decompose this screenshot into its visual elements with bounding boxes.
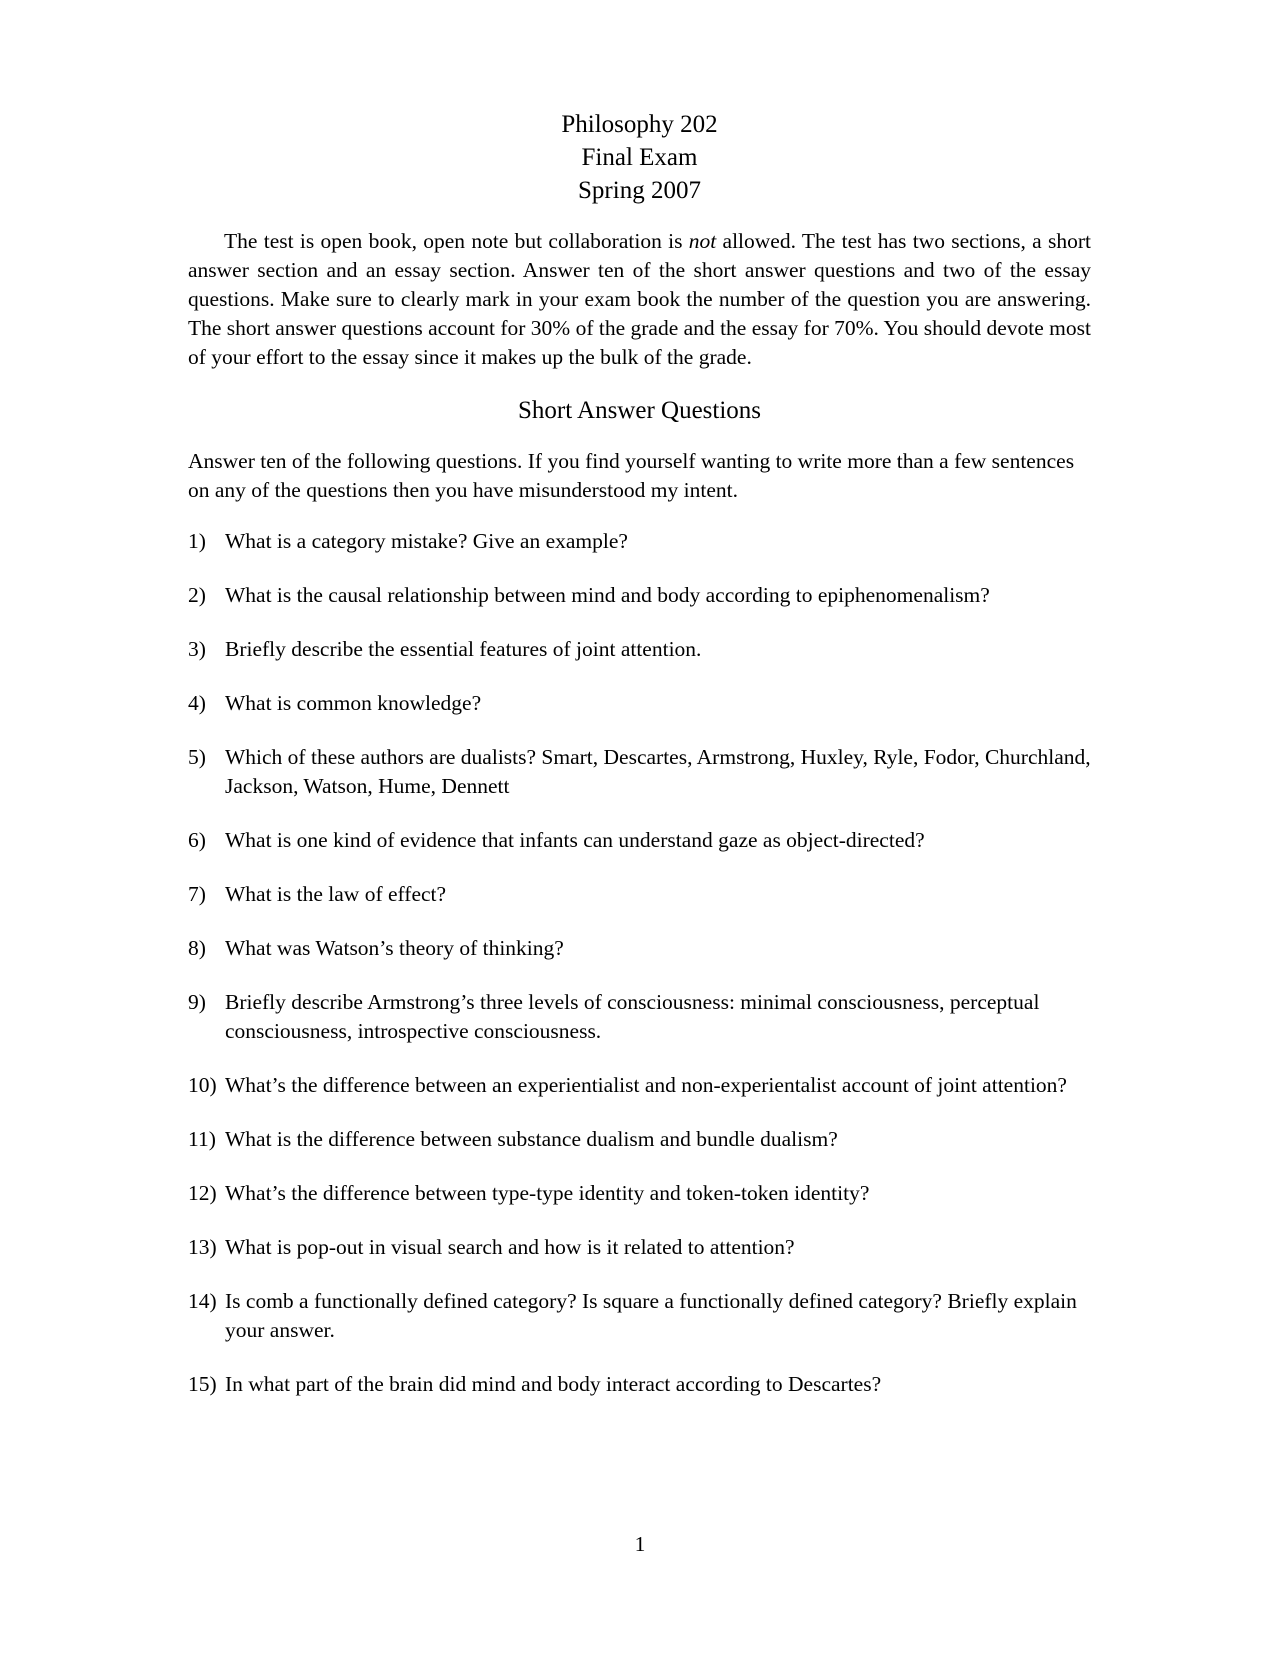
intro-text-part1: The test is open book, open note but collaboration is [224,229,689,253]
question-text: In what part of the brain did mind and body interact according to Descartes? [225,1372,882,1396]
question-number: 10) [188,1073,217,1097]
question-text: What is the difference between substance dualism and bundle dualism? [225,1127,838,1151]
intro-emphasis: not [688,229,717,253]
question-number: 5) [188,745,206,769]
question-item [188,581,1091,610]
exam-title-block [188,108,1091,207]
question-text: What is a category mistake? Give an example? [225,529,628,553]
question-item [188,934,1091,963]
question-number: 3) [188,637,206,661]
question-item [188,1071,1091,1100]
question-item [188,1179,1091,1208]
question-item [188,988,1091,1046]
question-list [188,527,1091,1399]
question-number: 15) [188,1372,217,1396]
question-number: 1) [188,529,206,553]
question-number: 7) [188,882,206,906]
exam-title: Final Exam [581,144,698,171]
question-text: What is pop-out in visual search and how is it related to attention? [225,1235,795,1259]
question-text: Briefly describe Armstrong’s three levels of consciousness: minimal consciousness, perceptual consciousness, introspective consciousness. [225,990,1040,1043]
question-item [188,1370,1091,1399]
question-item [188,689,1091,718]
question-item [188,1233,1091,1262]
question-text: What is common knowledge? [225,691,482,715]
question-item [188,826,1091,855]
question-text: What’s the difference between an experientialist and non-experientalist account of joint attention? [225,1073,1067,1097]
question-number: 11) [188,1127,216,1151]
short-answer-heading: Short Answer Questions [517,397,762,424]
question-item [188,635,1091,664]
question-item [188,1287,1091,1345]
question-item [188,743,1091,801]
question-item [188,527,1091,556]
exam-term: Spring 2007 [578,177,701,204]
question-number: 14) [188,1289,217,1313]
exam-page [188,108,1091,1424]
short-answer-instructions: Answer ten of the following questions. If you find yourself wanting to write more than a few sentences on any of the questions then you have misunderstood my intent. [188,449,1075,502]
question-text: Which of these authors are dualists? Smart, Descartes, Armstrong, Huxley, Ryle, Fodor, Churchland, Jackson, Watson, Hume, Dennett [225,745,1091,798]
question-text: What was Watson’s theory of thinking? [225,936,564,960]
question-text: What is one kind of evidence that infants can understand gaze as object-directed? [225,828,925,852]
question-number: 9) [188,990,206,1014]
course-title: Philosophy 202 [561,111,718,138]
intro-text-part2: allowed. The test has two sections, a short answer section and an essay section. Answer ten of the short answer questions and two of the essay questions. Make sure to clearly mark in your exam book the number of the question you are answering. The short answer questions account for 30% of the grade and the essay for 70%. You should devote most of your effort to the essay since it makes up the bulk of the grade. [188,229,1091,369]
page-number: 1 [634,1532,646,1556]
question-item [188,1125,1091,1154]
question-number: 6) [188,828,206,852]
question-number: 13) [188,1235,217,1259]
question-text: What is the law of effect? [225,882,447,906]
question-number: 4) [188,691,206,715]
question-text: Is comb a functionally defined category? Is square a functionally defined category? Briefly explain your answer. [225,1289,1077,1342]
intro-paragraph [188,227,1091,372]
question-item [188,880,1091,909]
question-text: Briefly describe the essential features of joint attention. [225,637,702,661]
question-number: 2) [188,583,206,607]
question-number: 8) [188,936,206,960]
question-number: 12) [188,1181,217,1205]
question-text: What is the causal relationship between mind and body according to epiphenomenalism? [225,583,990,607]
question-text: What’s the difference between type-type identity and token-token identity? [225,1181,870,1205]
